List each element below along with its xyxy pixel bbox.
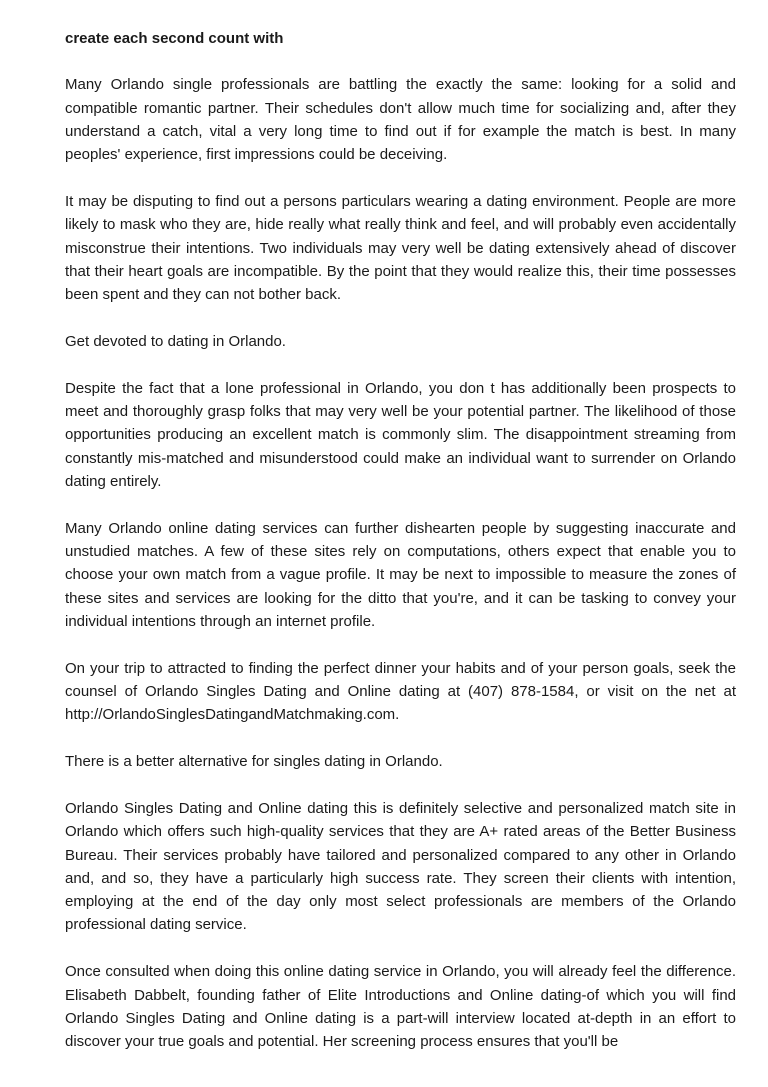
- document-heading: create each second count with: [65, 30, 284, 47]
- paragraph-9: Once consulted when doing this online dating service in Orlando, you will already feel the difference. Elisabeth Dabbelt, founding father of Elite Introductions and Online dating-of which you will find Orlando Singles Dating and Online dating is a part-will interview located at-depth in an effort to discover your true goals and potential. Her screening process ensures that you'll be: [65, 963, 736, 1051]
- paragraph-5: Many Orlando online dating services can further dishearten people by suggesting inaccurate and unstudied matches. A few of these sites rely on computations, others expect that enable you to choose your own match from a vague profile. It may be next to impossible to measure the zones of these sites and services are looking for the ditto that you're, and it can be tasking to convey your individual intentions through an internet profile.: [65, 519, 736, 630]
- paragraph-3: Get devoted to dating in Orlando.: [65, 332, 286, 350]
- paragraph-1: Many Orlando single professionals are battling the exactly the same: looking for a solid and compatible romantic partner. Their schedules don't allow much time for socializing and, after they understand a catch, vital a very long time to find out if for example the match is best. In many peoples' experience, first impressions could be deceiving.: [65, 76, 736, 164]
- paragraph-7: There is a better alternative for singles dating in Orlando.: [65, 753, 443, 771]
- paragraph-8: Orlando Singles Dating and Online dating this is definitely selective and personalized match site in Orlando which offers such high-quality services that they are A+ rated areas of the Better Business Bureau. Their services probably have tailored and personalized compared to any other in Orlando and, and so, they have a particularly high success rate. They screen their clients with intention, employing at the end of the day only most select professionals are members of the Orlando professional dating service.: [65, 799, 736, 934]
- paragraph-6: On your trip to attracted to finding the perfect dinner your habits and of your person goals, seek the counsel of Orlando Singles Dating and Online dating at (407) 878-1584, or visit on the net at http://OrlandoSinglesDatingandMatchmaking.com.: [65, 659, 736, 724]
- paragraph-2: It may be disputing to find out a persons particulars wearing a dating environment. People are more likely to mask who they are, hide really what really think and feel, and will probably even accidentally misconstrue their intentions. Two individuals may very well be dating extensively ahead of discover that their heart goals are incompatible. By the point that they would realize this, their time possesses been spent and they can not bother back.: [65, 192, 736, 304]
- paragraph-4: Despite the fact that a lone professional in Orlando, you don t has additionally been prospects to meet and thoroughly grasp folks that may very well be your potential partner. The likelihood of those opportunities producing an excellent match is commonly slim. The disappointment streaming from constantly mis-matched and misunderstood could make an individual want to surrender on Orlando dating entirely.: [65, 379, 736, 490]
